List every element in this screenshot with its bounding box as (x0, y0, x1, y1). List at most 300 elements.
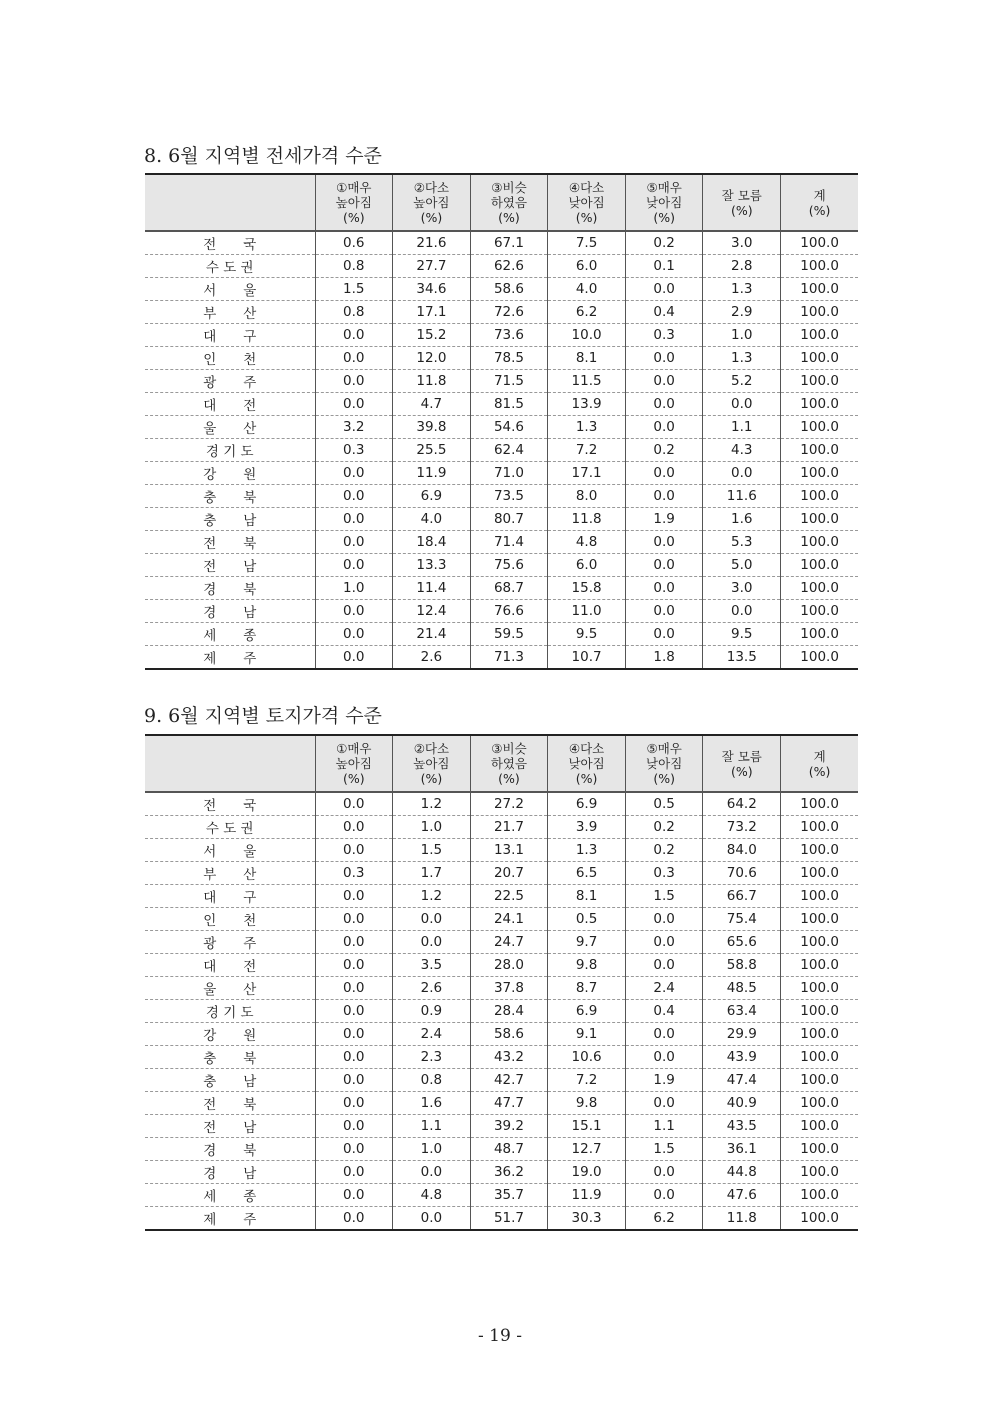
value-cell: 0.0 (625, 1184, 703, 1207)
value-cell: 0.0 (625, 1023, 703, 1046)
value-cell: 100.0 (781, 301, 859, 324)
region-cell: 광 주 (145, 931, 315, 954)
value-cell: 100.0 (781, 792, 859, 816)
value-cell: 0.0 (625, 1046, 703, 1069)
region-cell: 대 전 (145, 954, 315, 977)
region-cell: 부 산 (145, 301, 315, 324)
region-cell: 전 남 (145, 1115, 315, 1138)
value-cell: 42.7 (470, 1069, 548, 1092)
value-cell: 1.0 (315, 577, 393, 600)
value-cell: 0.4 (625, 301, 703, 324)
value-cell: 73.6 (470, 324, 548, 347)
value-cell: 0.2 (625, 816, 703, 839)
value-cell: 0.0 (625, 1092, 703, 1115)
value-cell: 1.0 (393, 816, 471, 839)
table-row (145, 816, 858, 839)
value-cell: 0.0 (315, 1207, 393, 1231)
header-cell: ①매우 높아짐 (%) (315, 735, 393, 792)
value-cell: 1.7 (393, 862, 471, 885)
table-row (145, 531, 858, 554)
value-cell: 6.0 (548, 255, 626, 278)
value-cell: 8.1 (548, 347, 626, 370)
header-cell-region (145, 174, 315, 231)
table-row (145, 324, 858, 347)
value-cell: 100.0 (781, 1023, 859, 1046)
value-cell: 100.0 (781, 646, 859, 670)
value-cell: 0.0 (315, 908, 393, 931)
region-cell: 제 주 (145, 1207, 315, 1231)
value-cell: 34.6 (393, 278, 471, 301)
value-cell: 0.0 (625, 554, 703, 577)
value-cell: 43.2 (470, 1046, 548, 1069)
value-cell: 43.5 (703, 1115, 781, 1138)
value-cell: 11.4 (393, 577, 471, 600)
section-title-land: 9. 6월 지역별 토지가격 수준 (144, 705, 382, 727)
region-cell: 광 주 (145, 370, 315, 393)
table-row (145, 1184, 858, 1207)
table-row (145, 554, 858, 577)
value-cell: 100.0 (781, 554, 859, 577)
value-cell: 100.0 (781, 1000, 859, 1023)
value-cell: 9.5 (548, 623, 626, 646)
value-cell: 0.1 (625, 255, 703, 278)
table-row (145, 439, 858, 462)
value-cell: 100.0 (781, 862, 859, 885)
value-cell: 0.0 (315, 531, 393, 554)
value-cell: 0.0 (625, 416, 703, 439)
value-cell: 0.6 (315, 231, 393, 255)
table-row (145, 600, 858, 623)
value-cell: 0.0 (625, 485, 703, 508)
value-cell: 70.6 (703, 862, 781, 885)
value-cell: 11.8 (703, 1207, 781, 1231)
value-cell: 0.8 (393, 1069, 471, 1092)
value-cell: 1.1 (625, 1115, 703, 1138)
value-cell: 43.9 (703, 1046, 781, 1069)
value-cell: 47.6 (703, 1184, 781, 1207)
value-cell: 15.1 (548, 1115, 626, 1138)
value-cell: 1.3 (548, 839, 626, 862)
value-cell: 0.0 (625, 462, 703, 485)
value-cell: 73.2 (703, 816, 781, 839)
value-cell: 59.5 (470, 623, 548, 646)
value-cell: 1.3 (703, 278, 781, 301)
value-cell: 0.0 (625, 954, 703, 977)
value-cell: 2.8 (703, 255, 781, 278)
region-cell: 제 주 (145, 646, 315, 670)
value-cell: 12.7 (548, 1138, 626, 1161)
header-cell: ④다소 낮아짐 (%) (548, 735, 626, 792)
value-cell: 100.0 (781, 324, 859, 347)
value-cell: 48.5 (703, 977, 781, 1000)
header-cell: 계 (%) (781, 174, 859, 231)
header-row (145, 174, 858, 231)
value-cell: 47.7 (470, 1092, 548, 1115)
value-cell: 100.0 (781, 485, 859, 508)
table-row (145, 255, 858, 278)
value-cell: 29.9 (703, 1023, 781, 1046)
value-cell: 0.0 (315, 1115, 393, 1138)
value-cell: 100.0 (781, 439, 859, 462)
table-row (145, 954, 858, 977)
value-cell: 13.5 (703, 646, 781, 670)
value-cell: 0.0 (315, 347, 393, 370)
value-cell: 17.1 (548, 462, 626, 485)
table-row (145, 278, 858, 301)
region-cell: 대 구 (145, 324, 315, 347)
region-cell: 수 도 권 (145, 255, 315, 278)
value-cell: 5.0 (703, 554, 781, 577)
table-row (145, 370, 858, 393)
value-cell: 0.0 (393, 1161, 471, 1184)
value-cell: 13.3 (393, 554, 471, 577)
region-cell: 세 종 (145, 623, 315, 646)
region-cell: 충 북 (145, 485, 315, 508)
region-cell: 전 국 (145, 231, 315, 255)
value-cell: 0.0 (315, 1046, 393, 1069)
value-cell: 0.0 (703, 393, 781, 416)
value-cell: 1.1 (393, 1115, 471, 1138)
value-cell: 0.2 (625, 839, 703, 862)
value-cell: 0.0 (625, 908, 703, 931)
value-cell: 6.9 (548, 792, 626, 816)
value-cell: 54.6 (470, 416, 548, 439)
header-cell: ④다소 낮아짐 (%) (548, 174, 626, 231)
value-cell: 35.7 (470, 1184, 548, 1207)
value-cell: 100.0 (781, 1161, 859, 1184)
region-cell: 서 울 (145, 278, 315, 301)
value-cell: 0.9 (393, 1000, 471, 1023)
value-cell: 1.5 (315, 278, 393, 301)
value-cell: 100.0 (781, 816, 859, 839)
value-cell: 0.5 (548, 908, 626, 931)
value-cell: 76.6 (470, 600, 548, 623)
value-cell: 100.0 (781, 1069, 859, 1092)
value-cell: 100.0 (781, 908, 859, 931)
jeonse-price-table (145, 173, 858, 670)
table-row (145, 792, 858, 816)
region-cell: 울 산 (145, 416, 315, 439)
value-cell: 24.1 (470, 908, 548, 931)
table-row (145, 839, 858, 862)
value-cell: 75.4 (703, 908, 781, 931)
value-cell: 9.5 (703, 623, 781, 646)
table-row (145, 416, 858, 439)
region-cell: 인 천 (145, 347, 315, 370)
table-row (145, 862, 858, 885)
value-cell: 10.7 (548, 646, 626, 670)
value-cell: 100.0 (781, 1184, 859, 1207)
value-cell: 71.3 (470, 646, 548, 670)
value-cell: 0.0 (625, 577, 703, 600)
table-row (145, 1023, 858, 1046)
table-row (145, 1092, 858, 1115)
region-cell: 강 원 (145, 462, 315, 485)
header-cell: 계 (%) (781, 735, 859, 792)
value-cell: 9.7 (548, 931, 626, 954)
value-cell: 3.0 (703, 231, 781, 255)
value-cell: 4.8 (548, 531, 626, 554)
value-cell: 81.5 (470, 393, 548, 416)
value-cell: 100.0 (781, 278, 859, 301)
value-cell: 11.6 (703, 485, 781, 508)
value-cell: 5.3 (703, 531, 781, 554)
value-cell: 71.4 (470, 531, 548, 554)
value-cell: 11.9 (548, 1184, 626, 1207)
table-row (145, 623, 858, 646)
value-cell: 100.0 (781, 885, 859, 908)
table-row (145, 301, 858, 324)
value-cell: 19.0 (548, 1161, 626, 1184)
value-cell: 24.7 (470, 931, 548, 954)
value-cell: 1.6 (703, 508, 781, 531)
value-cell: 0.0 (315, 839, 393, 862)
region-cell: 충 남 (145, 508, 315, 531)
value-cell: 47.4 (703, 1069, 781, 1092)
value-cell: 27.7 (393, 255, 471, 278)
value-cell: 100.0 (781, 954, 859, 977)
value-cell: 7.5 (548, 231, 626, 255)
value-cell: 0.0 (315, 324, 393, 347)
header-cell: ⑤매우 낮아짐 (%) (625, 174, 703, 231)
region-cell: 울 산 (145, 977, 315, 1000)
value-cell: 0.8 (315, 301, 393, 324)
value-cell: 64.2 (703, 792, 781, 816)
value-cell: 1.2 (393, 792, 471, 816)
value-cell: 0.0 (625, 623, 703, 646)
value-cell: 100.0 (781, 416, 859, 439)
value-cell: 0.0 (625, 531, 703, 554)
value-cell: 63.4 (703, 1000, 781, 1023)
value-cell: 0.0 (393, 908, 471, 931)
value-cell: 0.3 (625, 862, 703, 885)
value-cell: 0.0 (625, 931, 703, 954)
value-cell: 66.7 (703, 885, 781, 908)
value-cell: 1.2 (393, 885, 471, 908)
value-cell: 100.0 (781, 347, 859, 370)
region-cell: 전 국 (145, 792, 315, 816)
region-cell: 경 남 (145, 1161, 315, 1184)
value-cell: 0.0 (315, 1092, 393, 1115)
region-cell: 전 북 (145, 1092, 315, 1115)
value-cell: 36.1 (703, 1138, 781, 1161)
value-cell: 0.3 (625, 324, 703, 347)
value-cell: 0.2 (625, 439, 703, 462)
value-cell: 0.0 (625, 370, 703, 393)
value-cell: 67.1 (470, 231, 548, 255)
header-cell: ③비슷 하였음 (%) (470, 174, 548, 231)
value-cell: 0.4 (625, 1000, 703, 1023)
value-cell: 62.6 (470, 255, 548, 278)
value-cell: 0.0 (315, 954, 393, 977)
value-cell: 2.4 (393, 1023, 471, 1046)
region-cell: 충 남 (145, 1069, 315, 1092)
value-cell: 0.0 (315, 370, 393, 393)
table-row (145, 393, 858, 416)
region-cell: 전 남 (145, 554, 315, 577)
value-cell: 8.0 (548, 485, 626, 508)
table-row (145, 485, 858, 508)
value-cell: 0.8 (315, 255, 393, 278)
value-cell: 73.5 (470, 485, 548, 508)
value-cell: 12.4 (393, 600, 471, 623)
region-cell: 대 전 (145, 393, 315, 416)
value-cell: 2.6 (393, 977, 471, 1000)
value-cell: 17.1 (393, 301, 471, 324)
value-cell: 6.0 (548, 554, 626, 577)
value-cell: 100.0 (781, 623, 859, 646)
value-cell: 65.6 (703, 931, 781, 954)
value-cell: 0.0 (315, 646, 393, 670)
value-cell: 11.9 (393, 462, 471, 485)
value-cell: 21.6 (393, 231, 471, 255)
value-cell: 100.0 (781, 1046, 859, 1069)
header-cell: ①매우 높아짐 (%) (315, 174, 393, 231)
value-cell: 0.0 (315, 885, 393, 908)
value-cell: 1.8 (625, 646, 703, 670)
value-cell: 100.0 (781, 255, 859, 278)
value-cell: 25.5 (393, 439, 471, 462)
value-cell: 0.0 (625, 600, 703, 623)
value-cell: 0.3 (315, 862, 393, 885)
value-cell: 2.6 (393, 646, 471, 670)
value-cell: 100.0 (781, 1138, 859, 1161)
value-cell: 1.0 (703, 324, 781, 347)
value-cell: 39.2 (470, 1115, 548, 1138)
value-cell: 44.8 (703, 1161, 781, 1184)
value-cell: 11.8 (393, 370, 471, 393)
value-cell: 1.9 (625, 508, 703, 531)
value-cell: 4.0 (393, 508, 471, 531)
region-cell: 서 울 (145, 839, 315, 862)
value-cell: 22.5 (470, 885, 548, 908)
value-cell: 7.2 (548, 439, 626, 462)
region-cell: 경 북 (145, 1138, 315, 1161)
region-cell: 수 도 권 (145, 816, 315, 839)
region-cell: 경 남 (145, 600, 315, 623)
region-cell: 전 북 (145, 531, 315, 554)
header-cell: ②다소 높아짐 (%) (393, 735, 471, 792)
value-cell: 0.0 (315, 393, 393, 416)
value-cell: 6.5 (548, 862, 626, 885)
value-cell: 3.0 (703, 577, 781, 600)
region-cell: 인 천 (145, 908, 315, 931)
table-row (145, 1161, 858, 1184)
value-cell: 0.0 (625, 347, 703, 370)
table-row (145, 908, 858, 931)
value-cell: 0.0 (315, 1184, 393, 1207)
value-cell: 58.6 (470, 1023, 548, 1046)
value-cell: 0.0 (703, 462, 781, 485)
value-cell: 8.7 (548, 977, 626, 1000)
value-cell: 40.9 (703, 1092, 781, 1115)
value-cell: 3.9 (548, 816, 626, 839)
region-cell: 대 구 (145, 885, 315, 908)
table-row (145, 1046, 858, 1069)
value-cell: 6.2 (625, 1207, 703, 1231)
value-cell: 58.8 (703, 954, 781, 977)
value-cell: 62.4 (470, 439, 548, 462)
table-row (145, 1000, 858, 1023)
land-price-table (145, 734, 858, 1231)
value-cell: 0.0 (315, 485, 393, 508)
region-cell: 충 북 (145, 1046, 315, 1069)
value-cell: 0.0 (625, 278, 703, 301)
value-cell: 0.0 (315, 554, 393, 577)
value-cell: 0.0 (315, 977, 393, 1000)
value-cell: 21.4 (393, 623, 471, 646)
value-cell: 4.3 (703, 439, 781, 462)
table-row (145, 885, 858, 908)
value-cell: 0.0 (625, 1161, 703, 1184)
value-cell: 1.9 (625, 1069, 703, 1092)
region-cell: 경 기 도 (145, 439, 315, 462)
value-cell: 0.0 (315, 1023, 393, 1046)
value-cell: 1.3 (548, 416, 626, 439)
table-body (145, 792, 858, 1230)
header-cell-region (145, 735, 315, 792)
table-row (145, 347, 858, 370)
value-cell: 1.0 (393, 1138, 471, 1161)
value-cell: 4.0 (548, 278, 626, 301)
value-cell: 37.8 (470, 977, 548, 1000)
value-cell: 0.0 (315, 508, 393, 531)
value-cell: 100.0 (781, 531, 859, 554)
value-cell: 71.0 (470, 462, 548, 485)
value-cell: 15.2 (393, 324, 471, 347)
value-cell: 0.5 (625, 792, 703, 816)
value-cell: 0.3 (315, 439, 393, 462)
value-cell: 30.3 (548, 1207, 626, 1231)
header-cell: ②다소 높아짐 (%) (393, 174, 471, 231)
value-cell: 11.8 (548, 508, 626, 531)
value-cell: 4.7 (393, 393, 471, 416)
value-cell: 9.8 (548, 1092, 626, 1115)
value-cell: 0.0 (393, 1207, 471, 1231)
value-cell: 100.0 (781, 370, 859, 393)
region-cell: 강 원 (145, 1023, 315, 1046)
value-cell: 0.0 (315, 816, 393, 839)
value-cell: 0.0 (315, 792, 393, 816)
value-cell: 3.2 (315, 416, 393, 439)
table-header (145, 735, 858, 792)
table-row (145, 1115, 858, 1138)
value-cell: 2.4 (625, 977, 703, 1000)
value-cell: 39.8 (393, 416, 471, 439)
header-cell: 잘 모름 (%) (703, 735, 781, 792)
value-cell: 0.0 (315, 600, 393, 623)
table-row (145, 1069, 858, 1092)
value-cell: 0.0 (625, 393, 703, 416)
value-cell: 1.5 (625, 1138, 703, 1161)
value-cell: 11.5 (548, 370, 626, 393)
table-row (145, 577, 858, 600)
value-cell: 100.0 (781, 462, 859, 485)
value-cell: 5.2 (703, 370, 781, 393)
table-body (145, 231, 858, 669)
page-number: - 19 - (478, 1326, 522, 1346)
value-cell: 48.7 (470, 1138, 548, 1161)
value-cell: 13.1 (470, 839, 548, 862)
section-title-jeonse: 8. 6월 지역별 전세가격 수준 (144, 145, 382, 167)
value-cell: 6.2 (548, 301, 626, 324)
value-cell: 6.9 (548, 1000, 626, 1023)
table-row (145, 646, 858, 670)
value-cell: 28.0 (470, 954, 548, 977)
value-cell: 0.0 (315, 462, 393, 485)
region-cell: 경 북 (145, 577, 315, 600)
value-cell: 27.2 (470, 792, 548, 816)
